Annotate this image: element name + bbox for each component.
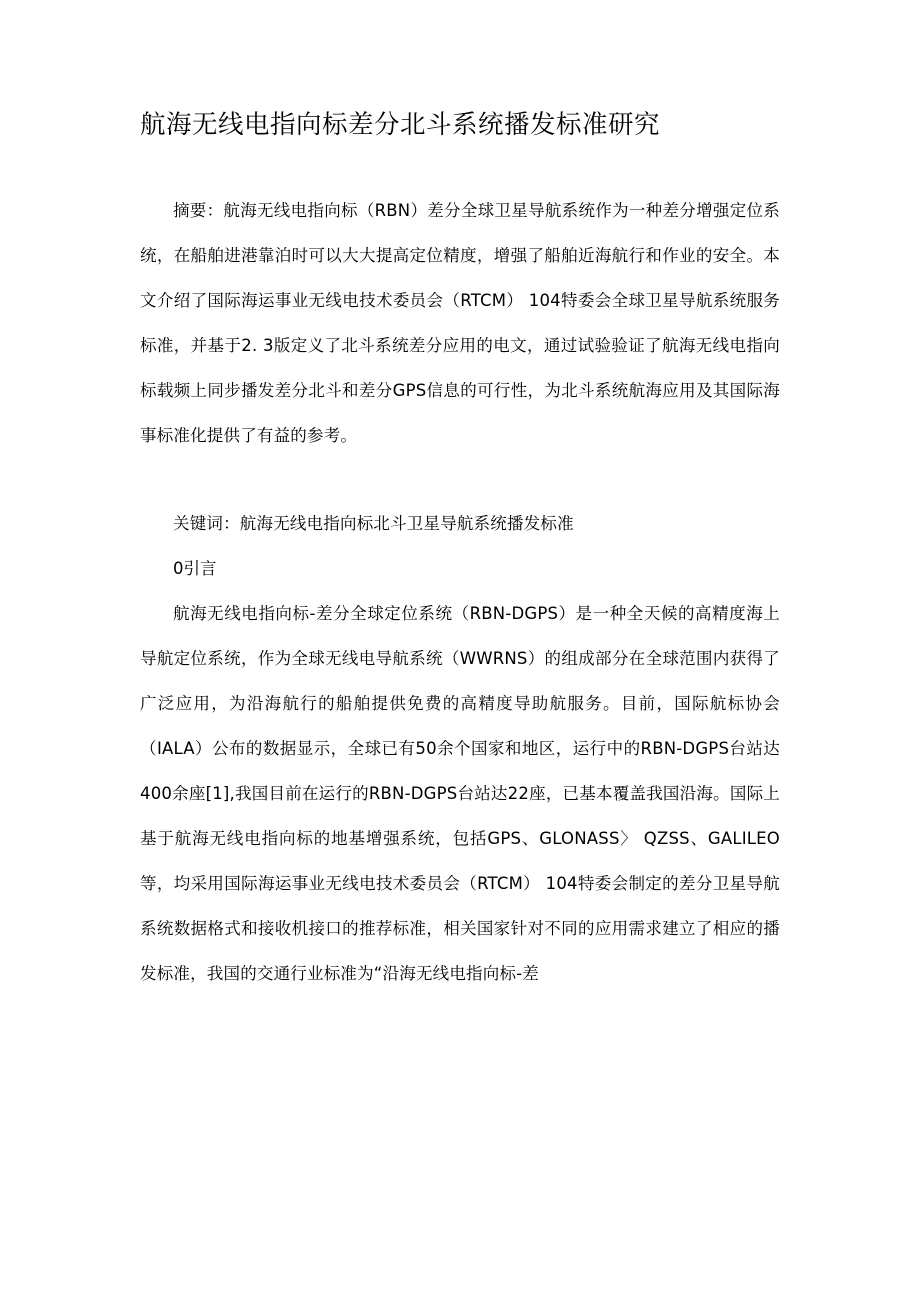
abstract-keywords-spacer [140, 458, 780, 501]
section-heading-introduction: 0引言 [173, 558, 217, 578]
title-abstract-spacer [140, 144, 780, 188]
page-title: 航海无线电指向标差分北斗系统播发标准研究 [140, 110, 661, 140]
keywords-paragraph: 关键词：航海无线电指向标北斗卫星导航系统播发标准 [173, 513, 574, 533]
abstract-paragraph: 摘要：航海无线电指向标（RBN）差分全球卫星导航系统作为一种差分增强定位系统，在船舶进港靠泊时可以大大提高定位精度，增强了船舶近海航行和作业的安全。本文介绍了国际海运事业无线电技术委员会（RTCM） 104特委会全球卫星导航系统服务标准，并基于2. 3版定义了北斗系统差分应用的电文，通过试验验证了航海无线电指向标载频上同步播发差分北斗和差分GPS信息的可行性，为北斗系统航海应用及其国际海事标准化提供了有益的参考。 [140, 200, 780, 445]
introduction-body-paragraph: 航海无线电指向标-差分全球定位系统（RBN-DGPS）是一种全天候的高精度海上导航定位系统，作为全球无线电导航系统（WWRNS）的组成部分在全球范围内获得了广泛应用，为沿海航行的船舶提供免费的高精度导助航服务。目前，国际航标协会（IALA）公布的数据显示，全球已有50余个国家和地区，运行中的RBN-DGPS台站达400余座[1],我国目前在运行的RBN-DGPS台站达22座，已基本覆盖我国沿海。国际上基于航海无线电指向标的地基增强系统，包括GPS、GLONASS〉 QZSS、GALILEO等，均采用国际海运事业无线电技术委员会（RTCM） 104特委会制定的差分卫星导航系统数据格式和接收机接口的推荐标准，相关国家针对不同的应用需求建立了相应的播发标准，我国的交通行业标准为“沿海无线电指向标-差 [140, 603, 780, 983]
